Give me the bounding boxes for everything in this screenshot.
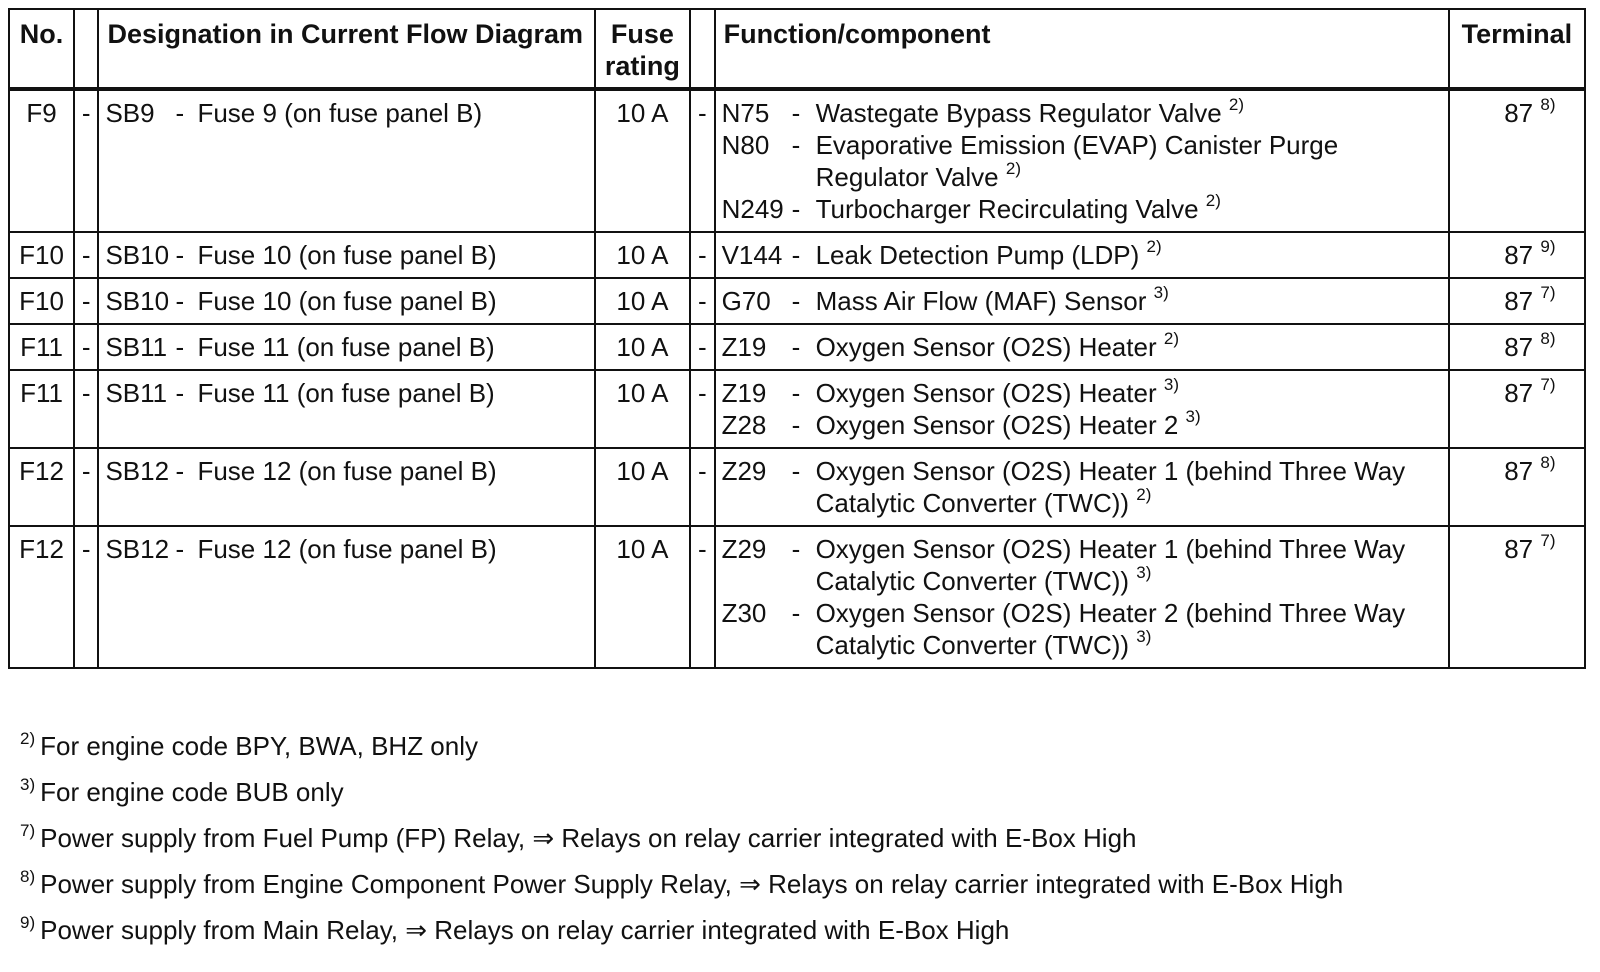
separator-dash: - [74, 448, 98, 526]
component-text: Turbocharger Recirculating Valve [815, 194, 1199, 224]
header-terminal: Terminal [1449, 9, 1585, 89]
component-description [816, 455, 1448, 519]
component-text: Leak Detection Pump (LDP) [815, 240, 1140, 270]
designation-label: Fuse 12 (on fuse panel B) [197, 456, 497, 486]
component-text-line [816, 285, 1448, 317]
component-separator: - [791, 98, 801, 128]
fuse-number: F11 [9, 324, 74, 370]
footnote-mark: 2) [20, 729, 36, 749]
component-description [816, 409, 1448, 441]
separator-dash: - [74, 370, 98, 448]
fuse-number: F12 [9, 526, 74, 668]
component-text: Mass Air Flow (MAF) Sensor [815, 286, 1147, 316]
designation-label: Fuse 10 (on fuse panel B) [197, 286, 497, 316]
terminal-cell [1449, 526, 1585, 668]
header-fuse-rating-line2: rating [604, 51, 680, 81]
terminal-footnote-reference: 7) [1540, 375, 1556, 395]
header-fuse-rating [595, 9, 691, 89]
designation-code: SB10 [105, 286, 170, 316]
component-text-line [816, 161, 1448, 193]
footnote-text: For engine code BPY, BWA, BHZ only [40, 731, 478, 761]
component-text: Catalytic Converter (TWC)) [815, 566, 1130, 596]
terminal-value-wrap [1478, 531, 1556, 564]
footnote-reference: 3) [1153, 283, 1169, 303]
designation-label: Fuse 11 (on fuse panel B) [197, 332, 495, 362]
footnote-text: Power supply from Main Relay, ⇒ Relays on relay carrier integrated with E-Box High [40, 915, 1010, 945]
fuse-rating: 10 A [595, 278, 691, 324]
component-entry [722, 193, 1448, 225]
component-text-line [816, 533, 1448, 565]
designation-code: SB11 [105, 332, 168, 362]
designation-separator: - [175, 378, 185, 408]
fuse-rating: 10 A [595, 448, 691, 526]
footnote-mark: 9) [20, 913, 36, 933]
terminal-footnote-reference: 7) [1540, 531, 1556, 551]
designation-cell [98, 370, 594, 448]
footnote-reference: 3) [1163, 375, 1179, 395]
table-row [9, 324, 1585, 370]
function-cell [715, 89, 1449, 232]
separator-dash: - [74, 526, 98, 668]
footnote-text: For engine code BUB only [40, 777, 344, 807]
component-entry [722, 455, 1448, 519]
function-cell [715, 232, 1449, 278]
component-entry [722, 239, 1448, 271]
separator-dash: - [74, 232, 98, 278]
footnote-mark: 7) [20, 821, 36, 841]
designation-separator: - [175, 240, 185, 270]
designation-label: Fuse 10 (on fuse panel B) [197, 240, 497, 270]
component-text: Oxygen Sensor (O2S) Heater [815, 378, 1157, 408]
separator-dash: - [690, 324, 714, 370]
component-text: Wastegate Bypass Regulator Valve [815, 98, 1222, 128]
component-text: Oxygen Sensor (O2S) Heater [815, 332, 1157, 362]
component-description [816, 129, 1448, 193]
footnote-item [20, 864, 1580, 910]
function-cell [715, 278, 1449, 324]
function-cell [715, 370, 1449, 448]
component-separator: - [791, 240, 801, 270]
terminal-footnote-reference: 8) [1540, 95, 1556, 115]
separator-dash: - [690, 89, 714, 232]
designation-separator: - [175, 286, 185, 316]
component-text: Evaporative Emission (EVAP) Canister Purge [815, 130, 1339, 160]
component-text: Catalytic Converter (TWC)) [815, 488, 1130, 518]
component-entry [722, 97, 1448, 129]
terminal-footnote-reference: 9) [1540, 237, 1556, 257]
component-entry [722, 377, 1448, 409]
separator-dash: - [690, 370, 714, 448]
terminal-value-wrap [1478, 375, 1556, 408]
terminal-value: 87 [1504, 378, 1534, 408]
footnote-reference: 2) [1163, 329, 1179, 349]
footnote-reference: 3) [1136, 627, 1152, 647]
terminal-value-wrap [1478, 329, 1556, 362]
table-row [9, 89, 1585, 232]
terminal-value: 87 [1504, 98, 1534, 128]
table-row [9, 278, 1585, 324]
table-row [9, 370, 1585, 448]
designation-cell [98, 324, 594, 370]
header-function: Function/component [715, 9, 1449, 89]
component-entry [722, 533, 1448, 597]
component-description [816, 239, 1448, 271]
separator-dash: - [74, 278, 98, 324]
component-separator: - [791, 598, 801, 628]
fuse-number: F11 [9, 370, 74, 448]
component-text-line [816, 565, 1448, 597]
footnote-reference: 2) [1146, 237, 1162, 257]
fuse-table [8, 8, 1586, 669]
component-code: N249 [721, 194, 784, 224]
footnotes [20, 726, 1580, 956]
component-code: Z29 [721, 456, 767, 486]
component-separator: - [791, 410, 801, 440]
component-separator: - [791, 194, 801, 224]
component-code: V144 [721, 240, 783, 270]
terminal-value: 87 [1504, 332, 1534, 362]
terminal-value: 87 [1504, 286, 1534, 316]
terminal-cell [1449, 324, 1585, 370]
component-separator: - [791, 378, 801, 408]
terminal-cell [1449, 89, 1585, 232]
footnote-item [20, 726, 1580, 772]
component-separator: - [791, 456, 801, 486]
footnote-reference: 2) [1205, 191, 1221, 211]
footnote-text: Power supply from Fuel Pump (FP) Relay, ⇒ Relays on relay carrier integrated with E-Box High [40, 823, 1137, 853]
component-code: Z19 [721, 378, 767, 408]
terminal-footnote-reference: 8) [1540, 329, 1556, 349]
footnote-item [20, 818, 1580, 864]
designation-code: SB9 [105, 98, 155, 128]
terminal-footnote-reference: 7) [1540, 283, 1556, 303]
component-entry [722, 409, 1448, 441]
header-designation: Designation in Current Flow Diagram [98, 9, 594, 89]
designation-code: SB12 [105, 534, 170, 564]
component-text: Oxygen Sensor (O2S) Heater 1 (behind Three Way [815, 456, 1406, 486]
separator-dash: - [74, 324, 98, 370]
designation-label: Fuse 11 (on fuse panel B) [197, 378, 495, 408]
footnote-reference: 2) [1136, 485, 1152, 505]
component-description [816, 193, 1448, 225]
designation-cell [98, 278, 594, 324]
table-row [9, 526, 1585, 668]
header-spacer-2 [690, 9, 714, 89]
component-text-line [816, 409, 1448, 441]
function-cell [715, 324, 1449, 370]
component-code: G70 [721, 286, 771, 316]
component-text: Oxygen Sensor (O2S) Heater 1 (behind Three Way [815, 534, 1406, 564]
component-description [816, 285, 1448, 317]
designation-label: Fuse 12 (on fuse panel B) [197, 534, 497, 564]
designation-cell [98, 448, 594, 526]
component-text-line [816, 597, 1448, 629]
designation-separator: - [175, 456, 185, 486]
component-description [816, 597, 1448, 661]
component-code: Z28 [721, 410, 767, 440]
component-text-line [816, 97, 1448, 129]
separator-dash: - [690, 232, 714, 278]
terminal-value: 87 [1504, 240, 1534, 270]
component-text-line [816, 193, 1448, 225]
designation-cell [98, 232, 594, 278]
separator-dash: - [690, 278, 714, 324]
designation-cell [98, 89, 594, 232]
designation-cell [98, 526, 594, 668]
fuse-number: F10 [9, 232, 74, 278]
fuse-rating: 10 A [595, 370, 691, 448]
footnote-reference: 3) [1136, 563, 1152, 583]
fuse-rating: 10 A [595, 232, 691, 278]
component-entry [722, 285, 1448, 317]
terminal-cell [1449, 370, 1585, 448]
component-entry [722, 129, 1448, 193]
table-header [9, 9, 1585, 89]
function-cell [715, 448, 1449, 526]
component-separator: - [791, 130, 801, 160]
component-text-line [816, 487, 1448, 519]
header-fuse-rating-line1: Fuse [610, 19, 674, 49]
component-text: Oxygen Sensor (O2S) Heater 2 [815, 410, 1179, 440]
fuse-rating: 10 A [595, 89, 691, 232]
table-row [9, 448, 1585, 526]
designation-code: SB10 [105, 240, 170, 270]
fuse-number: F10 [9, 278, 74, 324]
footnote-text: Power supply from Engine Component Power Supply Relay, ⇒ Relays on relay carrier integrated with E-Box High [40, 869, 1344, 899]
fuse-number: F9 [9, 89, 74, 232]
header-row [9, 9, 1585, 89]
separator-dash: - [690, 448, 714, 526]
designation-code: SB12 [105, 456, 170, 486]
footnote-reference: 2) [1228, 95, 1245, 115]
component-text-line [816, 455, 1448, 487]
table-row [9, 232, 1585, 278]
footnote-item [20, 910, 1580, 956]
component-code: Z19 [721, 332, 767, 362]
component-text-line [816, 331, 1448, 363]
footnote-item [20, 772, 1580, 818]
header-spacer [74, 9, 98, 89]
terminal-cell [1449, 278, 1585, 324]
component-description [816, 533, 1448, 597]
component-separator: - [791, 286, 801, 316]
terminal-cell [1449, 232, 1585, 278]
component-entry [722, 331, 1448, 363]
footnote-mark: 3) [20, 775, 36, 795]
component-text-line [816, 629, 1448, 661]
component-text: Regulator Valve [815, 162, 999, 192]
fuse-number: F12 [9, 448, 74, 526]
component-code: Z29 [721, 534, 767, 564]
designation-label: Fuse 9 (on fuse panel B) [197, 98, 483, 128]
terminal-value-wrap [1478, 283, 1556, 316]
component-description [816, 97, 1448, 129]
table-body [9, 89, 1585, 668]
component-text: Catalytic Converter (TWC)) [815, 630, 1130, 660]
designation-separator: - [175, 98, 185, 128]
component-text-line [816, 377, 1448, 409]
component-text-line [816, 129, 1448, 161]
terminal-value: 87 [1504, 534, 1534, 564]
component-description [816, 331, 1448, 363]
fuse-rating: 10 A [595, 526, 691, 668]
terminal-value: 87 [1504, 456, 1534, 486]
component-description [816, 377, 1448, 409]
component-code: Z30 [721, 598, 767, 628]
designation-separator: - [175, 534, 185, 564]
component-entry [722, 597, 1448, 661]
header-no: No. [9, 9, 74, 89]
separator-dash: - [690, 526, 714, 668]
component-text-line [816, 239, 1448, 271]
footnote-reference: 3) [1185, 407, 1201, 427]
function-cell [715, 526, 1449, 668]
terminal-value-wrap [1478, 95, 1556, 128]
designation-separator: - [175, 332, 185, 362]
footnote-reference: 2) [1005, 159, 1022, 179]
fuse-rating: 10 A [595, 324, 691, 370]
terminal-value-wrap [1478, 237, 1556, 270]
component-separator: - [791, 332, 801, 362]
separator-dash: - [74, 89, 98, 232]
designation-code: SB11 [105, 378, 168, 408]
component-code: N80 [721, 130, 770, 160]
component-text: Oxygen Sensor (O2S) Heater 2 (behind Three Way [815, 598, 1406, 628]
footnote-mark: 8) [20, 867, 36, 887]
terminal-value-wrap [1478, 453, 1556, 486]
terminal-cell [1449, 448, 1585, 526]
terminal-footnote-reference: 8) [1540, 453, 1556, 473]
component-separator: - [791, 534, 801, 564]
component-code: N75 [721, 98, 770, 128]
